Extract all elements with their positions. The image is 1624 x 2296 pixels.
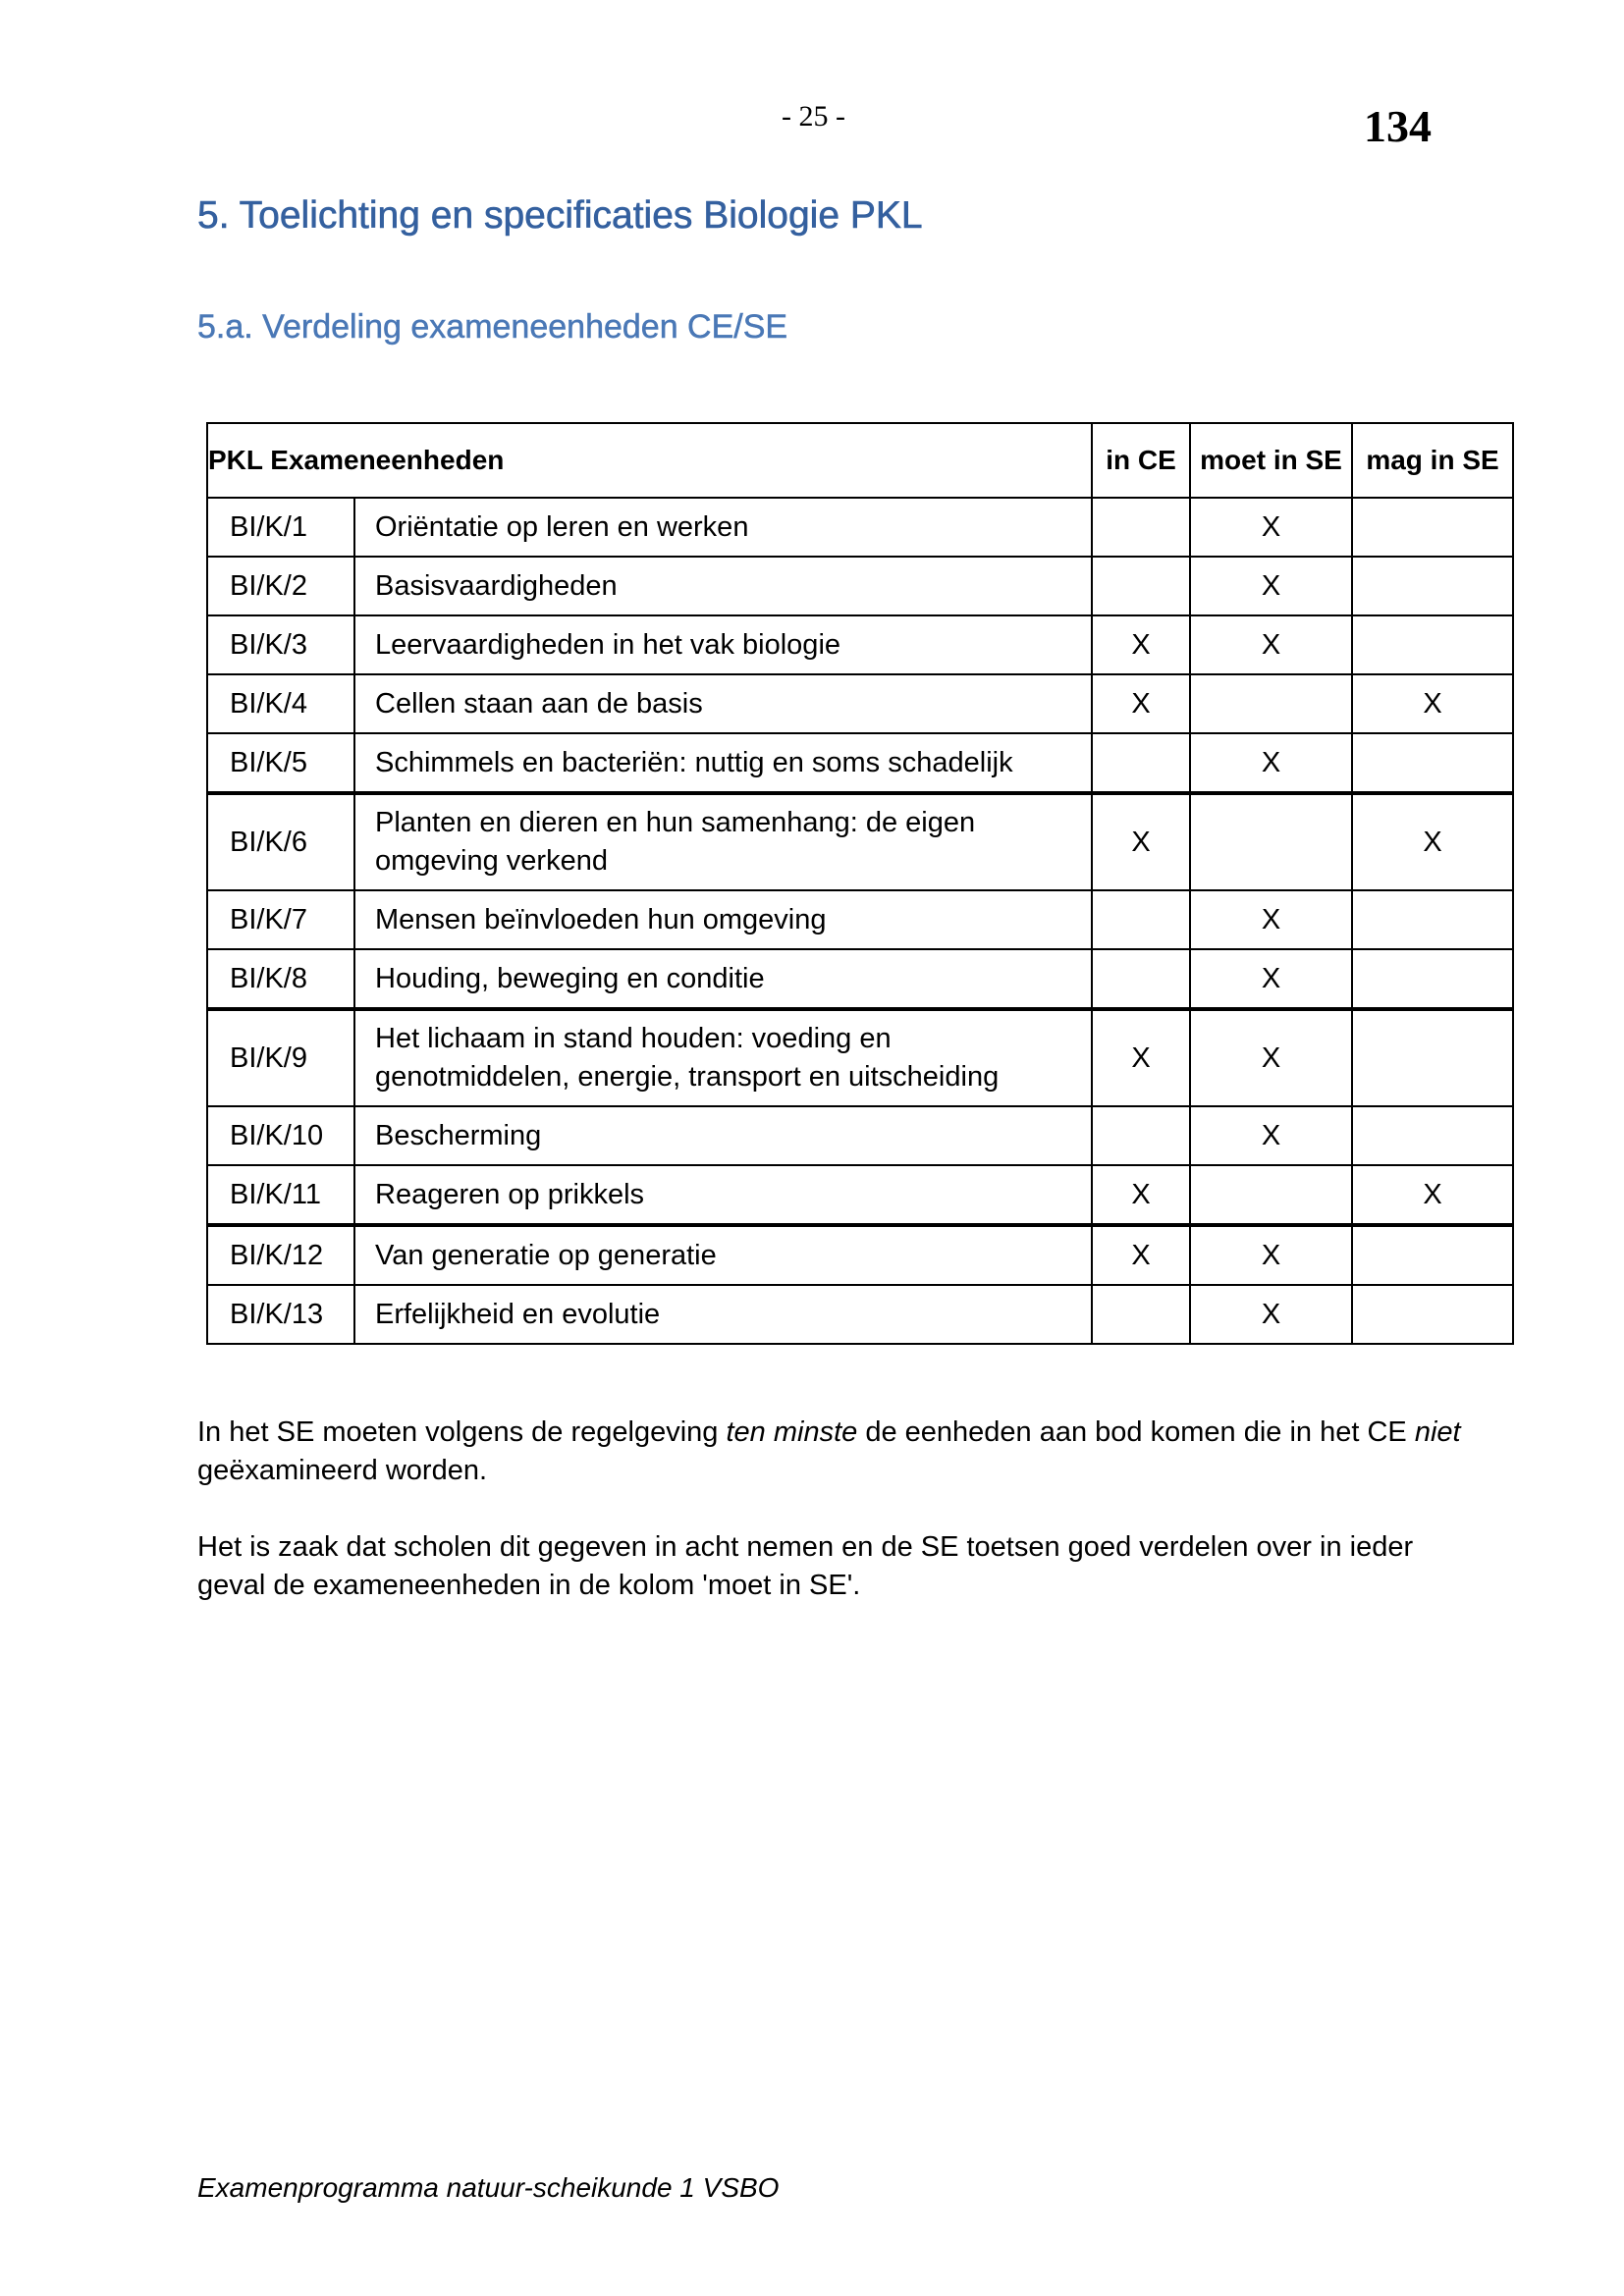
paragraph-se-rules: [197, 1414, 1464, 1490]
text-span: In het SE moeten volgens de regelgeving: [197, 1416, 727, 1448]
table-row: [207, 674, 1513, 733]
unit-code: BI/K/5: [207, 733, 354, 793]
mag-in-se-mark: X: [1352, 1165, 1513, 1225]
in-ce-mark: [1092, 1285, 1190, 1344]
mag-in-se-mark: [1352, 1009, 1513, 1106]
table-row: [207, 890, 1513, 949]
in-ce-mark: [1092, 498, 1190, 557]
mag-in-se-mark: [1352, 890, 1513, 949]
moet-in-se-mark: X: [1190, 557, 1352, 615]
in-ce-mark: X: [1092, 793, 1190, 890]
in-ce-mark: [1092, 890, 1190, 949]
in-ce-mark: X: [1092, 615, 1190, 674]
column-header-in-ce: in CE: [1092, 423, 1190, 498]
unit-code: BI/K/11: [207, 1165, 354, 1225]
in-ce-mark: X: [1092, 1009, 1190, 1106]
mag-in-se-mark: [1352, 615, 1513, 674]
table-row: [207, 1225, 1513, 1285]
table-row: [207, 793, 1513, 890]
section-heading: 5. Toelichting en specificaties Biologie PKL: [197, 194, 923, 237]
emphasis-niet: niet: [1414, 1416, 1461, 1448]
moet-in-se-mark: X: [1190, 733, 1352, 793]
mag-in-se-mark: [1352, 949, 1513, 1009]
unit-code: BI/K/12: [207, 1225, 354, 1285]
table-row: [207, 949, 1513, 1009]
column-header-units: PKL Exameneenheden: [207, 423, 1092, 498]
mag-in-se-mark: [1352, 1285, 1513, 1344]
text-span: de eenheden aan bod komen die in het CE: [857, 1416, 1415, 1448]
table-row: [207, 498, 1513, 557]
unit-code: BI/K/7: [207, 890, 354, 949]
moet-in-se-mark: X: [1190, 1106, 1352, 1165]
mag-in-se-mark: [1352, 733, 1513, 793]
table-row: [207, 615, 1513, 674]
mag-in-se-mark: [1352, 1106, 1513, 1165]
page-footer: Examenprogramma natuur-scheikunde 1 VSBO: [197, 2172, 780, 2203]
moet-in-se-mark: X: [1190, 949, 1352, 1009]
in-ce-mark: [1092, 733, 1190, 793]
moet-in-se-mark: X: [1190, 1225, 1352, 1285]
mag-in-se-mark: [1352, 498, 1513, 557]
unit-title: Het lichaam in stand houden: voeding en genotmiddelen, energie, transport en uitscheiding: [354, 1009, 1092, 1106]
emphasis-ten-minste: ten minste: [726, 1416, 858, 1448]
moet-in-se-mark: [1190, 1165, 1352, 1225]
unit-code: BI/K/1: [207, 498, 354, 557]
in-ce-mark: [1092, 557, 1190, 615]
moet-in-se-mark: [1190, 793, 1352, 890]
table-row: [207, 1165, 1513, 1225]
table-row: [207, 1106, 1513, 1165]
moet-in-se-mark: X: [1190, 498, 1352, 557]
mag-in-se-mark: X: [1352, 674, 1513, 733]
moet-in-se-mark: [1190, 674, 1352, 733]
subsection-heading: 5.a. Verdeling exameneenheden CE/SE: [197, 308, 788, 346]
unit-code: BI/K/6: [207, 793, 354, 890]
in-ce-mark: [1092, 1106, 1190, 1165]
moet-in-se-mark: X: [1190, 1009, 1352, 1106]
moet-in-se-mark: X: [1190, 890, 1352, 949]
document-page-number: 134: [1364, 101, 1432, 151]
in-ce-mark: X: [1092, 1165, 1190, 1225]
paragraph-school-advice: Het is zaak dat scholen dit gegeven in acht nemen en de SE toetsen goed verdelen over in ieder geval de exameneenheden in de kolom 'moet in SE'.: [197, 1531, 1414, 1601]
page-number: - 25 -: [782, 100, 845, 133]
unit-code: BI/K/3: [207, 615, 354, 674]
unit-code: BI/K/2: [207, 557, 354, 615]
unit-title: Reageren op prikkels: [354, 1165, 1092, 1225]
moet-in-se-mark: X: [1190, 1285, 1352, 1344]
unit-title: Basisvaardigheden: [354, 557, 1092, 615]
unit-title: Erfelijkheid en evolutie: [354, 1285, 1092, 1344]
unit-title: Bescherming: [354, 1106, 1092, 1165]
unit-code: BI/K/8: [207, 949, 354, 1009]
in-ce-mark: [1092, 949, 1190, 1009]
table-row: [207, 1285, 1513, 1344]
column-header-mag-in-se: mag in SE: [1352, 423, 1513, 498]
text-span: geëxamineerd worden.: [197, 1455, 488, 1486]
mag-in-se-mark: [1352, 1225, 1513, 1285]
unit-code: BI/K/4: [207, 674, 354, 733]
unit-code: BI/K/9: [207, 1009, 354, 1106]
in-ce-mark: X: [1092, 1225, 1190, 1285]
unit-title: Van generatie op generatie: [354, 1225, 1092, 1285]
table-body: [207, 498, 1513, 1344]
mag-in-se-mark: [1352, 557, 1513, 615]
unit-title: Planten en dieren en hun samenhang: de eigen omgeving verkend: [354, 793, 1092, 890]
unit-code: BI/K/10: [207, 1106, 354, 1165]
unit-title: Oriëntatie op leren en werken: [354, 498, 1092, 557]
table-header-row: [207, 423, 1513, 498]
exam-units-table: [206, 422, 1514, 1345]
table-row: [207, 557, 1513, 615]
table-row: [207, 733, 1513, 793]
unit-code: BI/K/13: [207, 1285, 354, 1344]
unit-title: Cellen staan aan de basis: [354, 674, 1092, 733]
in-ce-mark: X: [1092, 674, 1190, 733]
unit-title: Mensen beïnvloeden hun omgeving: [354, 890, 1092, 949]
mag-in-se-mark: X: [1352, 793, 1513, 890]
moet-in-se-mark: X: [1190, 615, 1352, 674]
unit-title: Schimmels en bacteriën: nuttig en soms schadelijk: [354, 733, 1092, 793]
column-header-moet-in-se: moet in SE: [1190, 423, 1352, 498]
unit-title: Leervaardigheden in het vak biologie: [354, 615, 1092, 674]
unit-title: Houding, beweging en conditie: [354, 949, 1092, 1009]
table-row: [207, 1009, 1513, 1106]
